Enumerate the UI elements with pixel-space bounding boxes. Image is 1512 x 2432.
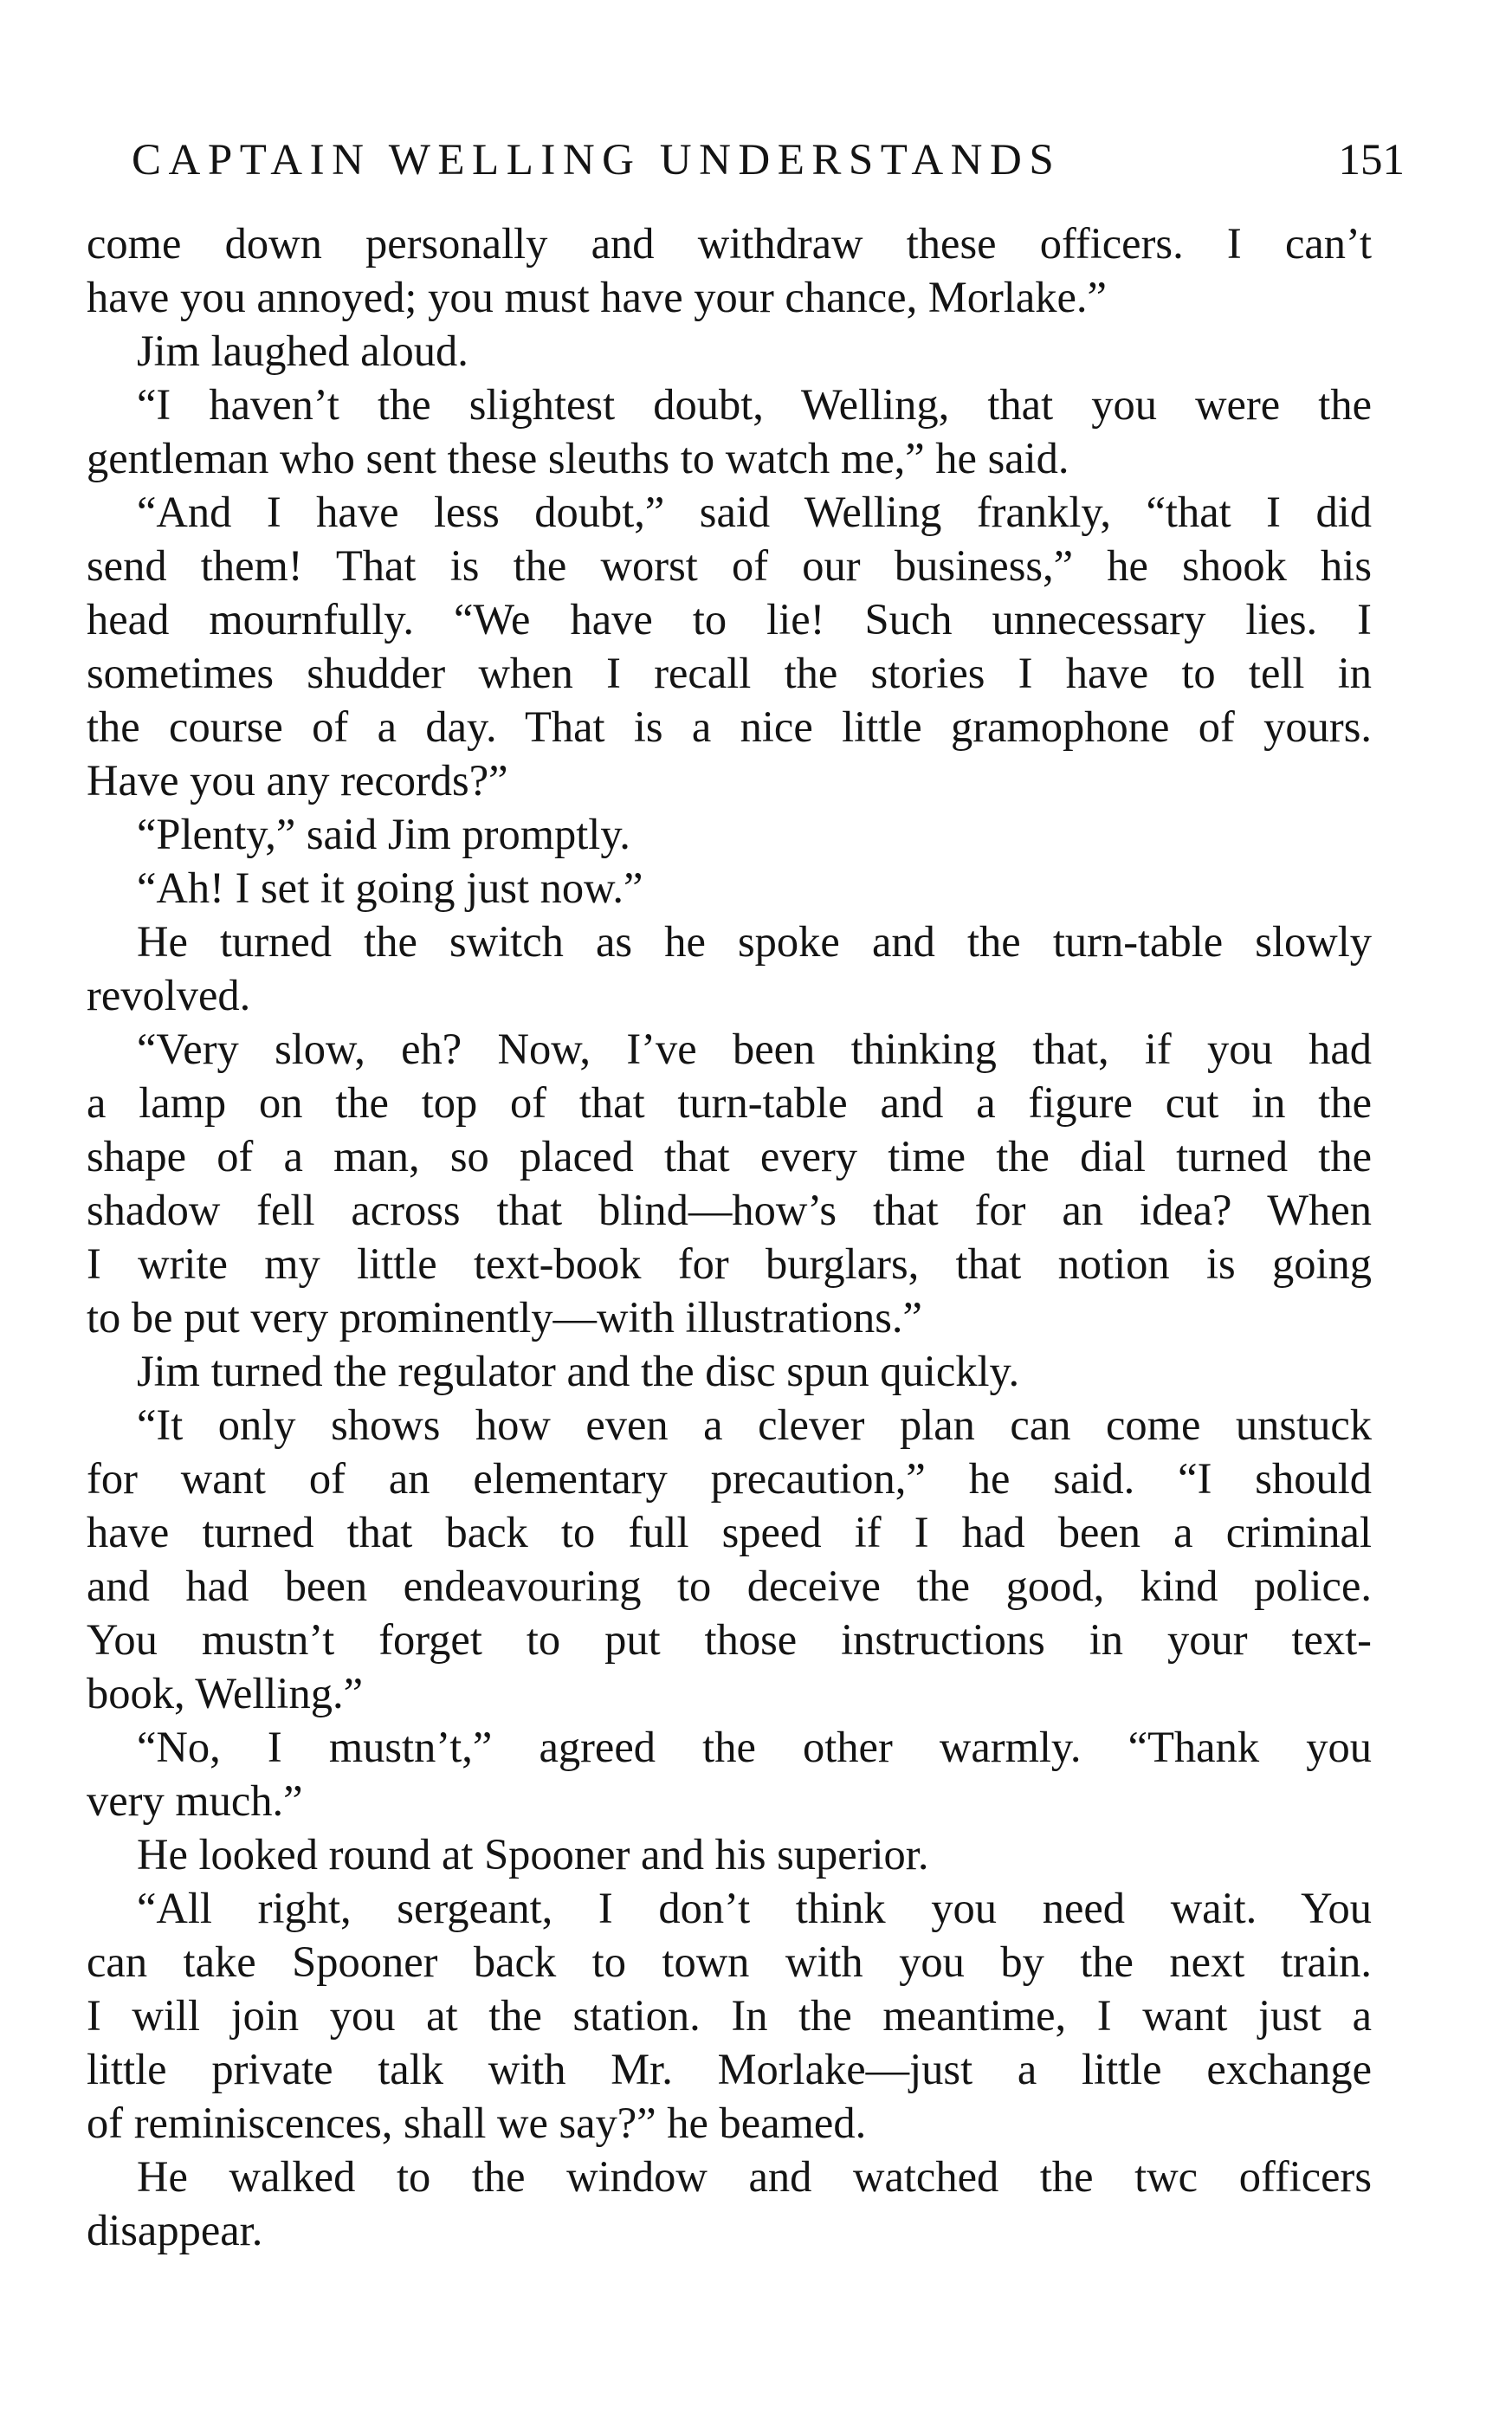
page-header: [132, 130, 1405, 191]
running-head: CAPTAIN WELLING UNDERSTANDS: [132, 136, 1062, 184]
text-line: “And I have less doubt,” said Welling frankly, “that I did: [137, 488, 1372, 536]
text-line: Jim turned the regulator and the disc spun quickly.: [137, 1347, 1020, 1395]
text-line: a lamp on the top of that turn-table and a figure cut in the: [87, 1078, 1372, 1127]
text-line: have turned that back to full speed if I had been a criminal: [87, 1508, 1372, 1556]
text-line: the course of a day. That is a nice little gramophone of yours.: [87, 702, 1372, 751]
text-line: to be put very prominently—with illustrations.”: [87, 1293, 922, 1342]
text-line: and had been endeavouring to deceive the good, kind police.: [87, 1562, 1372, 1610]
text-line: head mournfully. “We have to lie! Such unnecessary lies. I: [87, 595, 1372, 644]
text-line: “I haven’t the slightest doubt, Welling, that you were the: [137, 380, 1372, 429]
text-line: of reminiscences, shall we say?” he beamed.: [87, 2099, 867, 2147]
text-line: send them! That is the worst of our business,” he shook his: [87, 541, 1372, 590]
text-line: Jim laughed aloud.: [137, 327, 468, 375]
text-line: He looked round at Spooner and his superior.: [137, 1830, 929, 1879]
body-text: [87, 217, 1372, 2257]
text-line: shape of a man, so placed that every time the dial turned the: [87, 1132, 1372, 1180]
text-line: I write my little text-book for burglars, that notion is going: [87, 1239, 1372, 1288]
text-line: “No, I mustn’t,” agreed the other warmly. “Thank you: [137, 1723, 1372, 1771]
text-line: can take Spooner back to town with you by the next train.: [87, 1937, 1372, 1986]
text-line: Have you any records?”: [87, 756, 508, 805]
text-line: I will join you at the station. In the meantime, I want just a: [87, 1991, 1372, 2040]
text-line: “Ah! I set it going just now.”: [137, 863, 643, 912]
text-line: “All right, sergeant, I don’t think you need wait. You: [137, 1884, 1372, 1932]
text-line: He turned the switch as he spoke and the turn-table slowly: [137, 917, 1372, 966]
text-line: book, Welling.”: [87, 1669, 364, 1717]
text-line: revolved.: [87, 971, 251, 1019]
text-line: He walked to the window and watched the twc officers: [137, 2152, 1372, 2201]
text-line: “Plenty,” said Jim promptly.: [137, 810, 630, 858]
text-line: for want of an elementary precaution,” he said. “I should: [87, 1454, 1372, 1503]
text-line: little private talk with Mr. Morlake—just a little exchange: [87, 2045, 1372, 2093]
text-line: come down personally and withdraw these officers. I can’t: [87, 219, 1372, 268]
text-line: You mustn’t forget to put those instructions in your text-: [87, 1615, 1372, 1664]
text-line: shadow fell across that blind—how’s that for an idea? When: [87, 1186, 1372, 1234]
text-line: “Very slow, eh? Now, I’ve been thinking that, if you had: [137, 1025, 1372, 1073]
text-line: “It only shows how even a clever plan can come unstuck: [137, 1400, 1372, 1449]
page-number: 151: [1338, 136, 1405, 184]
text-line: disappear.: [87, 2206, 263, 2254]
text-line: sometimes shudder when I recall the stories I have to tell in: [87, 649, 1372, 697]
text-line: have you annoyed; you must have your chance, Morlake.”: [87, 273, 1107, 321]
text-line: gentleman who sent these sleuths to watch me,” he said.: [87, 434, 1069, 482]
text-line: very much.”: [87, 1776, 303, 1825]
